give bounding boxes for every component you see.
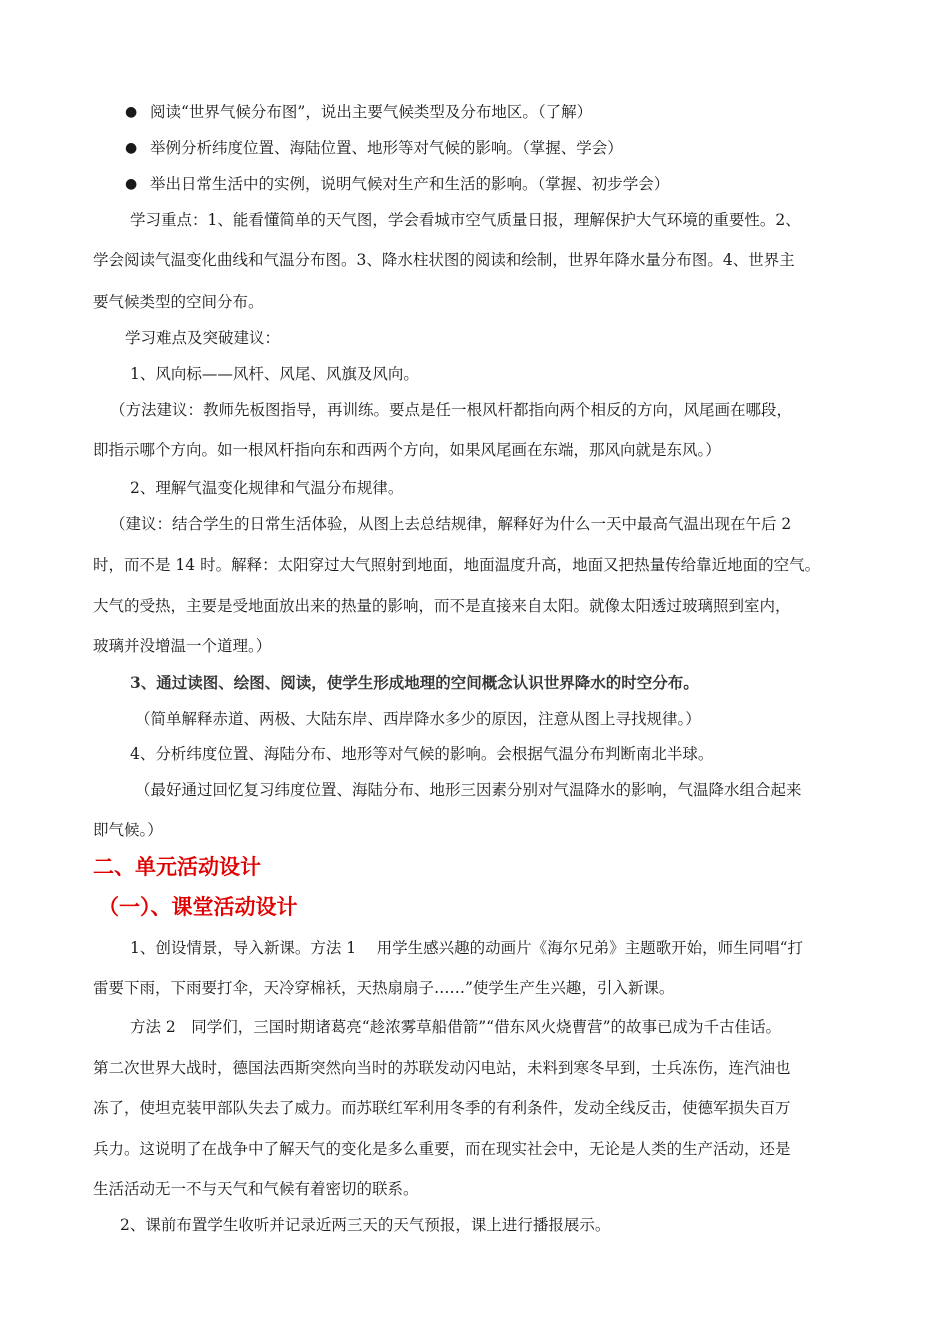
- difficulty-item-2-note: （建议：结合学生的日常生活体验，从图上去总结规律，解释好为什么一天中最高气温出现在午后 2: [110, 515, 792, 533]
- bullet-icon: ●: [125, 104, 138, 120]
- difficulty-item-3: 3、通过读图、绘图、阅读，使学生形成地理的空间概念认识世界降水的时空分布。: [130, 673, 699, 692]
- bullet-icon: ●: [125, 176, 138, 192]
- objective-3: 举出日常生活中的实例，说明气候对生产和生活的影响。（掌握、初步学会）: [150, 175, 670, 193]
- difficulty-item-2-note: 大气的受热，主要是受地面放出来的热量的影响，而不是直接来自太阳。就像太阳透过玻璃照到室内，: [93, 597, 791, 615]
- focus-line-2: 学会阅读气温变化曲线和气温分布图。3、降水柱状图的阅读和绘制，世界年降水量分布图。4、世界主: [93, 251, 795, 269]
- bullet-icon: ●: [125, 140, 138, 156]
- difficulty-item-1-note: 即指示哪个方向。如一根风杆指向东和西两个方向，如果风尾画在东端，那风向就是东风。）: [93, 441, 721, 459]
- subsection-heading: （一）、课堂活动设计: [98, 895, 298, 919]
- activity-2: 2、课前布置学生收听并记录近两三天的天气预报，课上进行播报展示。: [120, 1216, 611, 1234]
- method-2: 第二次世界大战时，德国法西斯突然向当时的苏联发动闪电站，未料到寒冬早到，士兵冻伤，连汽油也: [93, 1059, 791, 1077]
- difficulty-item-1: 1、风向标——风杆、风尾、风旗及风向。: [130, 365, 419, 383]
- difficulty-item-4: 4、分析纬度位置、海陆分布、地形等对气候的影响。会根据气温分布判断南北半球。: [130, 745, 714, 763]
- focus-line-1: 学习重点：1、能看懂简单的天气图，学会看城市空气质量日报，理解保护大气环境的重要性。2、: [130, 211, 801, 229]
- method-2: 冻了，使坦克装甲部队失去了威力。而苏联红军利用冬季的有利条件，发动全线反击，使德军损失百万: [93, 1099, 791, 1117]
- method-2: 兵力。这说明了在战争中了解天气的变化是多么重要，而在现实社会中，无论是人类的生产活动，还是: [93, 1140, 791, 1158]
- activity-1: 1、创设情景，导入新课。方法 1 用学生感兴趣的动画片《海尔兄弟》主题歌开始，师生同唱“打: [130, 939, 804, 957]
- focus-line-3: 要气候类型的空间分布。: [93, 293, 264, 311]
- activity-1: 雷要下雨，下雨要打伞，天冷穿棉袄，天热扇扇子……”使学生产生兴趣，引入新课。: [93, 979, 675, 997]
- difficulty-item-3-note: （简单解释赤道、两极、大陆东岸、西岸降水多少的原因，注意从图上寻找规律。）: [135, 710, 701, 728]
- method-2: 生活活动无一不与天气和气候有着密切的联系。: [93, 1180, 419, 1198]
- difficulty-item-2-note: 玻璃并没增温一个道理。）: [93, 637, 272, 655]
- section-heading: 二、单元活动设计: [93, 855, 261, 879]
- method-2: 方法 2 同学们，三国时期诸葛亮“趁浓雾草船借箭”“借东风火烧曹营”的故事已成为千古佳话。: [130, 1018, 781, 1036]
- objective-2: 举例分析纬度位置、海陆位置、地形等对气候的影响。（掌握、学会）: [150, 139, 623, 157]
- difficulty-item-4-note: （最好通过回忆复习纬度位置、海陆分布、地形三因素分别对气温降水的影响，气温降水组合起来: [135, 781, 802, 799]
- difficulty-item-1-note: （方法建议：教师先板图指导，再训练。要点是任一根风杆都指向两个相反的方向，风尾画在哪段，: [110, 401, 793, 419]
- difficulty-item-2-note: 时，而不是 14 时。解释：太阳穿过大气照射到地面，地面温度升高，地面又把热量传给靠近地面的空气。: [93, 556, 821, 574]
- difficulty-title: 学习难点及突破建议：: [125, 329, 281, 347]
- difficulty-item-4-note: 即气候。）: [93, 821, 163, 839]
- difficulty-item-2: 2、理解气温变化规律和气温分布规律。: [130, 479, 404, 497]
- objective-1: 阅读“世界气候分布图”，说出主要气候类型及分布地区。（了解）: [150, 103, 593, 121]
